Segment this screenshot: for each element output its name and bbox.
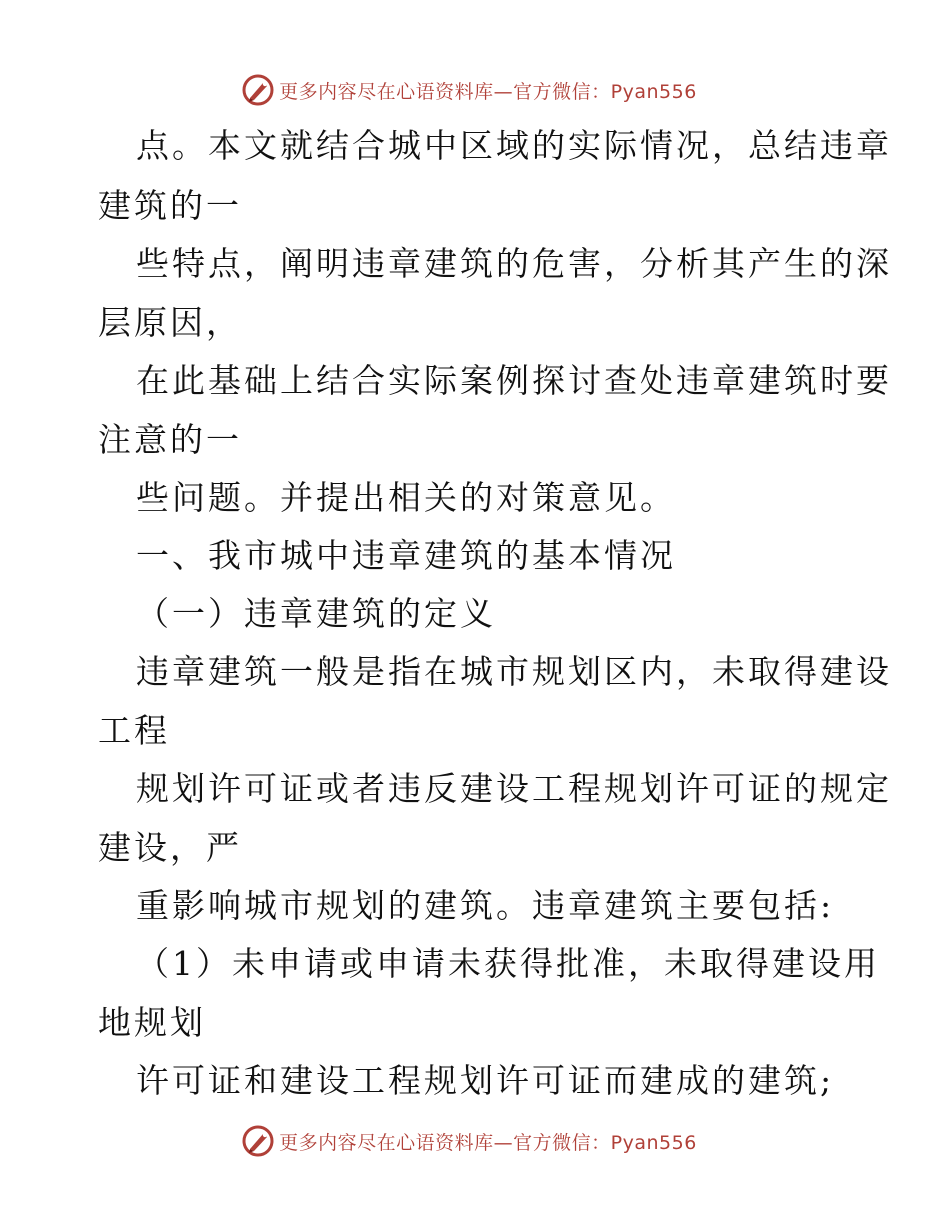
header-banner-text	[279, 77, 697, 104]
text-line: 点。本文就结合城中区域的实际情况，总结违章	[136, 126, 892, 165]
section-heading: 一、我市城中违章建筑的基本情况	[136, 536, 676, 575]
footer-banner-content	[241, 1124, 697, 1158]
text-line: 地规划	[98, 1003, 206, 1042]
pen-seal-icon	[241, 1124, 275, 1158]
text-line: 工程	[98, 711, 170, 750]
text-line: 许可证和建设工程规划许可证而建成的建筑;	[136, 1061, 835, 1100]
text-line: 层原因，	[98, 303, 242, 342]
text-line: 些特点，阐明违章建筑的危害，分析其产生的深	[136, 244, 892, 283]
footer-banner	[0, 1121, 950, 1161]
banner-main-text: 更多内容尽在心语资料库	[279, 80, 494, 103]
text-line: 规划许可证或者违反建设工程规划许可证的规定	[136, 769, 892, 808]
pen-seal-icon	[241, 73, 275, 107]
text-line: 违章建筑一般是指在城市规划区内，未取得建设	[136, 652, 892, 691]
text-line: 在此基础上结合实际案例探讨查处违章建筑时要	[136, 361, 892, 400]
banner-separator: —	[493, 1131, 514, 1154]
text-line: 建设，严	[98, 828, 242, 867]
banner-separator: —	[493, 80, 514, 103]
header-banner-content	[241, 73, 697, 107]
text-line: 注意的一	[98, 420, 242, 459]
banner-main-text: 更多内容尽在心语资料库	[279, 1131, 494, 1154]
banner-suffix-text: 官方微信：Pyan556	[513, 80, 697, 103]
text-line: 些问题。并提出相关的对策意见。	[136, 478, 676, 517]
text-line: 重影响城市规划的建筑。违章建筑主要包括:	[136, 886, 835, 925]
banner-suffix-text: 官方微信：Pyan556	[513, 1131, 697, 1154]
header-banner	[0, 70, 950, 110]
footer-banner-text	[279, 1128, 697, 1155]
subsection-heading: （一）违章建筑的定义	[136, 594, 496, 633]
text-line: 建筑的一	[98, 186, 242, 225]
text-line: （1）未申请或申请未获得批准，未取得建设用	[136, 944, 880, 983]
